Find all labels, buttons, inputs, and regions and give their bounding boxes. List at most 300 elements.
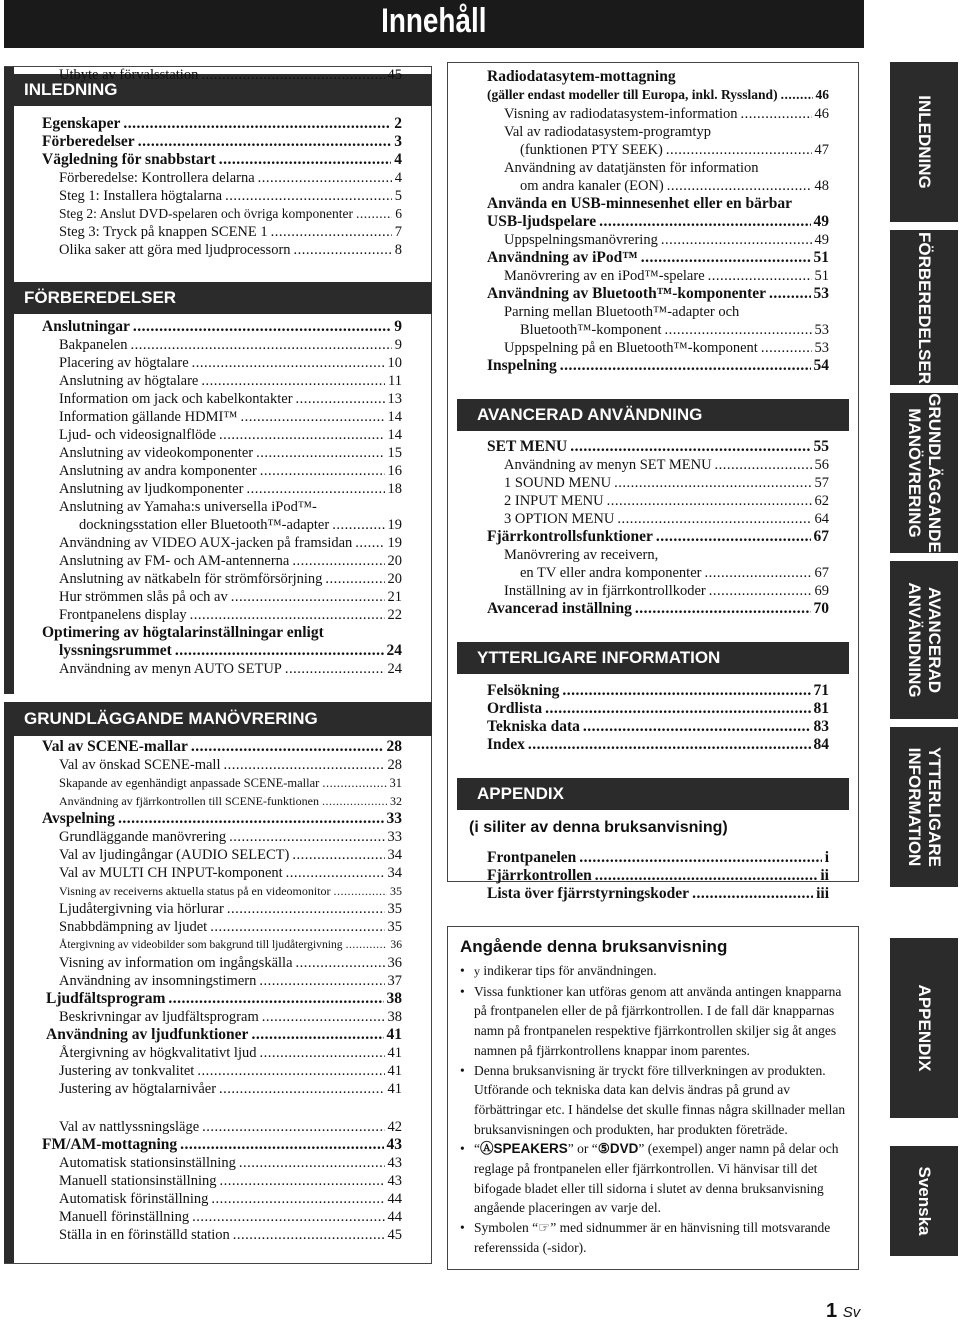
toc-entry[interactable] (59, 900, 402, 918)
toc-entry[interactable] (59, 187, 402, 205)
toc-entry-page: 15 (387, 445, 402, 461)
toc-entry[interactable] (59, 336, 402, 354)
toc-entry-label: (gäller endast modeller till Europa, inkl. Ryssland) (487, 87, 778, 102)
toc-entry-label: Användning av VIDEO AUX-jacken på framsidan (59, 535, 353, 551)
toc-leader (259, 972, 384, 990)
toc-leader (570, 438, 810, 456)
toc-entry[interactable] (59, 66, 402, 84)
toc-entry-page: 46 (815, 87, 829, 102)
toc-entry[interactable] (504, 339, 829, 357)
toc-entry-label: Anslutning av högtalare (59, 373, 199, 389)
toc-entry[interactable] (59, 774, 402, 792)
tab-ytterligare[interactable]: YTTERLIGARE INFORMATION (890, 727, 958, 887)
toc-leader (355, 534, 384, 552)
toc-entry-label: Användning av insomningstimern (59, 973, 257, 989)
toc-entry[interactable] (59, 936, 402, 954)
toc-entry[interactable] (487, 285, 829, 303)
section-ytterligare: YTTERLIGARE INFORMATION (457, 642, 849, 674)
toc-entry-label: 2 INPUT MENU (504, 493, 604, 509)
toc-entry-page: 34 (387, 865, 402, 881)
toc-leader (322, 774, 386, 792)
toc-entry-page: 62 (814, 493, 829, 509)
toc-entry[interactable] (59, 444, 402, 462)
toc-entry[interactable] (59, 606, 402, 624)
toc-leader (246, 480, 384, 498)
toc-leader (256, 444, 384, 462)
toc-entry-label: Olika saker att göra med ljudprocessorn (59, 242, 291, 258)
toc-entry-label: Egenskaper (42, 115, 121, 132)
header-bar (4, 0, 864, 48)
toc-entry-page: 36 (387, 955, 402, 971)
toc-leader (560, 357, 811, 375)
toc-entry[interactable]: Parning mellan Bluetooth™-adapter och (504, 304, 740, 320)
toc-leader (599, 213, 810, 231)
toc-leader (579, 849, 821, 867)
toc-entry-page: 43 (386, 1136, 402, 1153)
toc-entry[interactable] (59, 372, 402, 390)
toc-entry-label: Steg 1: Installera högtalarna (59, 188, 223, 204)
toc-leader (180, 1136, 383, 1154)
toc-leader (259, 1044, 384, 1062)
toc-entry[interactable] (42, 115, 402, 133)
toc-entry[interactable] (487, 736, 829, 754)
toc-leader (332, 516, 384, 534)
toc-leader (322, 792, 387, 810)
toc-entry-label: Snabbdämpning av ljudet (59, 919, 208, 935)
toc-entry-page: 31 (389, 776, 402, 790)
toc-entry-label: Användning av menyn SET MENU (504, 457, 712, 473)
toc-entry[interactable] (504, 231, 829, 249)
toc-leader (583, 718, 811, 736)
toc-entry[interactable] (59, 1172, 402, 1190)
toc-entry-page: 70 (813, 600, 829, 617)
toc-leader (219, 151, 392, 169)
toc-leader (118, 810, 384, 828)
toc-entry-page: 10 (387, 355, 402, 371)
toc-entry-page: 43 (387, 1155, 402, 1171)
toc-entry-page: 28 (386, 738, 402, 755)
toc-entry-page: 24 (386, 642, 402, 659)
toc-entry-label: USB-ljudspelare (487, 213, 597, 230)
toc-entry[interactable] (487, 718, 829, 736)
toc-entry-label: Vägledning för snabbstart (42, 151, 216, 168)
toc-entry-page: 54 (813, 357, 829, 374)
toc-leader (635, 600, 811, 618)
toc-entry[interactable]: Radiodatasytem-mottagning (487, 68, 676, 85)
toc-entry[interactable] (59, 390, 402, 408)
toc-entry-label: Anslutning av nätkabeln för strömförsörjning (59, 571, 323, 587)
about-item-tip: • y indikerar tips för användningen. (458, 961, 850, 982)
toc-leader (219, 1172, 384, 1190)
toc-leader (325, 570, 384, 588)
toc-entry[interactable] (59, 1044, 402, 1062)
toc-leader (251, 1026, 383, 1044)
toc-entry-page: 16 (387, 463, 402, 479)
toc-entry-page: 35 (387, 901, 402, 917)
toc-entry-page: 41 (387, 1045, 402, 1061)
toc-entry-page: iii (816, 885, 829, 902)
toc-entry[interactable] (59, 426, 402, 444)
toc-entry-label: Uppspelning på en Bluetooth™-komponent (504, 340, 758, 356)
toc-entry[interactable] (42, 810, 402, 828)
toc-entry-label: Val av ljudingångar (AUDIO SELECT) (59, 847, 290, 863)
toc-leader (210, 918, 384, 936)
toc-leader (761, 339, 812, 357)
toc-entry-page: 49 (813, 213, 829, 230)
toc-entry-page: 4 (394, 170, 402, 186)
toc-leader (233, 1226, 385, 1244)
toc-entry-page: 41 (387, 1063, 402, 1079)
toc-entry-page: 53 (814, 322, 829, 338)
tip-icon: y (474, 964, 480, 978)
toc-entry-page: ii (820, 867, 829, 884)
toc-leader (190, 606, 385, 624)
toc-entry-page: 81 (813, 700, 829, 717)
toc-leader (191, 738, 384, 756)
section-appendix: APPENDIX (457, 778, 849, 810)
toc-entry[interactable] (59, 1080, 402, 1098)
toc-entry[interactable] (59, 828, 402, 846)
tab-grundlaggande[interactable]: GRUNDLÄGGANDE MANÖVRERING (890, 393, 958, 553)
toc-entry[interactable] (59, 480, 402, 498)
toc-entry-label: (funktionen PTY SEEK) (520, 142, 663, 158)
toc-entry-label: Lista över fjärrstyrningskoder (487, 885, 690, 902)
toc-entry-label: Anslutning av FM- och AM-antennerna (59, 553, 290, 569)
toc-entry[interactable] (59, 223, 402, 241)
toc-entry-label: Användning av menyn AUTO SETUP (59, 661, 282, 677)
toc-leader (692, 885, 813, 903)
toc-leader (709, 582, 812, 600)
toc-entry[interactable] (46, 1026, 402, 1044)
toc-entry[interactable] (504, 492, 829, 510)
toc-leader (704, 564, 811, 582)
toc-entry[interactable]: Använda en USB-minnesenhet eller en bärbar (487, 195, 792, 212)
section-inledning: INLEDNING (4, 74, 432, 106)
toc-leader (667, 177, 812, 195)
toc-entry[interactable] (520, 564, 829, 582)
tab-svenska[interactable]: Svenska (890, 1146, 958, 1256)
toc-entry-page: 9 (394, 337, 402, 353)
toc-entry[interactable] (504, 474, 829, 492)
toc-entry-label: Val av önskad SCENE-mall (59, 757, 221, 773)
toc-leader (201, 66, 384, 84)
toc-entry-page: 24 (387, 661, 402, 677)
tab-avancerad[interactable]: AVANCERAD ANVÄNDNING (890, 561, 958, 719)
toc-entry-page: 44 (387, 1209, 402, 1225)
toc-entry-label: Manövrering av en iPod™-spelare (504, 268, 705, 284)
toc-entry-label: en TV eller andra komponenter (520, 565, 702, 581)
toc-leader (334, 882, 387, 900)
toc-entry-label: Användning av fjärrkontrollen till SCENE-funktionen (59, 794, 319, 808)
toc-entry-label: Fjärrkontrollsfunktioner (487, 528, 653, 545)
toc-entry[interactable] (59, 1190, 402, 1208)
toc-leader (219, 1080, 384, 1098)
about-title: Angående denna bruksanvisning (460, 937, 728, 956)
toc-entry[interactable] (59, 241, 402, 259)
toc-entry-page: 14 (387, 409, 402, 425)
toc-leader (231, 588, 385, 606)
toc-leader (346, 936, 388, 954)
toc-entry[interactable] (59, 846, 402, 864)
toc-entry-label: 1 SOUND MENU (504, 475, 612, 491)
toc-entry[interactable] (487, 700, 829, 718)
toc-entry[interactable] (487, 849, 829, 867)
toc-leader (130, 336, 391, 354)
toc-entry-label: Index (487, 736, 525, 753)
toc-leader (656, 528, 811, 546)
toc-leader (211, 1190, 384, 1208)
toc-entry[interactable] (59, 1208, 402, 1226)
toc-entry[interactable] (487, 867, 829, 885)
toc-entry[interactable] (59, 660, 402, 678)
toc-entry[interactable] (42, 151, 402, 169)
toc-entry-page: 20 (387, 571, 402, 587)
toc-entry[interactable] (504, 456, 829, 474)
toc-entry[interactable] (59, 169, 402, 187)
toc-entry[interactable]: Val av radiodatasystem-programtyp (504, 124, 711, 140)
toc-entry-page: 45 (387, 1227, 402, 1243)
toc-leader (123, 115, 391, 133)
toc-entry-label: Manuell stationsinställning (59, 1173, 217, 1189)
toc-entry[interactable] (59, 918, 402, 936)
toc-entry[interactable] (79, 516, 402, 534)
toc-entry[interactable] (487, 357, 829, 375)
toc-entry[interactable] (487, 600, 829, 618)
toc-entry-page: 36 (390, 938, 402, 951)
toc-entry-page: 37 (387, 973, 402, 989)
toc-entry[interactable] (59, 954, 402, 972)
toc-entry[interactable] (487, 528, 829, 546)
toc-leader (708, 267, 812, 285)
toc-entry[interactable]: Manövrering av receivern, (504, 547, 659, 563)
appendix-subtitle: (i siliter av denna bruksanvisning) (469, 819, 728, 836)
toc-entry-label: Information om jack och kabelkontakter (59, 391, 293, 407)
toc-entry[interactable] (59, 792, 402, 810)
toc-entry[interactable] (59, 588, 402, 606)
toc-leader (224, 756, 385, 774)
tab-forberedelser[interactable]: FÖRBEREDELSER (890, 230, 958, 385)
toc-entry[interactable] (504, 267, 829, 285)
toc-entry[interactable] (520, 177, 829, 195)
toc-leader (595, 867, 818, 885)
toc-entry-label: Ljudfältsprogram (46, 990, 166, 1007)
toc-entry[interactable] (59, 552, 402, 570)
toc-entry-label: Manuell förinställning (59, 1209, 190, 1225)
tab-appendix[interactable]: APPENDIX (890, 938, 958, 1118)
toc-entry[interactable] (46, 990, 402, 1008)
toc-leader (617, 510, 811, 528)
section-grundlaggande: GRUNDLÄGGANDE MANÖVRERING (4, 702, 432, 736)
toc-entry[interactable] (59, 642, 402, 660)
toc-entry-label: Steg 2: Anslut DVD-spelaren och övriga komponenter (59, 206, 353, 221)
about-list (458, 961, 850, 1258)
toc-entry[interactable] (487, 885, 829, 903)
toc-entry-page: 67 (814, 565, 829, 581)
toc-entry-page: 18 (387, 481, 402, 497)
toc-leader (562, 682, 810, 700)
toc-entry-page: 13 (387, 391, 402, 407)
toc-entry[interactable] (59, 756, 402, 774)
toc-leader (192, 354, 385, 372)
toc-entry-page: 47 (814, 142, 829, 158)
toc-entry-label: Fjärrkontrollen (487, 867, 592, 884)
toc-entry-label: Återgivning av högkvalitativt ljud (59, 1045, 257, 1061)
toc-entry-page: 46 (814, 106, 829, 122)
toc-leader (741, 105, 812, 123)
toc-entry-page: 49 (814, 232, 829, 248)
toc-entry[interactable] (59, 1226, 402, 1244)
toc-leader (296, 954, 385, 972)
toc-entry-label: Uppspelningsmanövrering (504, 232, 658, 248)
toc-entry-page: 69 (814, 583, 829, 599)
toc-leader (227, 900, 385, 918)
toc-entry-page: 8 (394, 242, 402, 258)
toc-entry-label: Justering av högtalarnivåer (59, 1081, 217, 1097)
dvd-symbol-icon: ⑤ (597, 1141, 610, 1157)
toc-entry-label: Återgivning av videobilder som bakgrund till ljudåtergivning (59, 938, 343, 951)
toc-entry-page: 34 (387, 847, 402, 863)
toc-entry-label: Ljudåtergivning via hörlurar (59, 901, 224, 917)
toc-leader (664, 321, 811, 339)
toc-entry[interactable] (59, 1118, 402, 1136)
toc-entry-label: Skapande av egenhändigt anpassade SCENE-mallar (59, 776, 320, 790)
toc-entry[interactable] (59, 462, 402, 480)
toc-leader (296, 390, 385, 408)
toc-leader (356, 205, 392, 223)
toc-entry[interactable] (59, 205, 402, 223)
toc-entry-page: 83 (813, 718, 829, 735)
toc-leader (258, 169, 392, 187)
toc-leader (661, 231, 812, 249)
toc-leader (715, 456, 812, 474)
toc-entry-label: Val av MULTI CH INPUT-komponent (59, 865, 283, 881)
toc-entry-label: Steg 3: Tryck på knappen SCENE 1 (59, 224, 268, 240)
toc-leader (219, 426, 384, 444)
toc-entry-page: 7 (394, 224, 402, 240)
toc-entry[interactable] (59, 570, 402, 588)
toc-entry-label: Frontpanelens display (59, 607, 187, 623)
toc-entry-label: Val av nattlyssningsläge (59, 1119, 200, 1135)
tab-inledning[interactable]: INLEDNING (890, 62, 958, 222)
toc-entry-page: 51 (813, 249, 829, 266)
toc-leader (271, 223, 392, 241)
toc-leader (133, 318, 391, 336)
section-forberedelser: FÖRBEREDELSER (4, 282, 432, 314)
toc-entry-label: Avancerad inställning (487, 600, 632, 617)
toc-entry[interactable] (487, 213, 829, 231)
toc-entry-page: 41 (387, 1081, 402, 1097)
toc-entry[interactable] (42, 133, 402, 151)
toc-entry-label: Grundläggande manövrering (59, 829, 227, 845)
toc-entry[interactable]: Användning av datatjänsten för information (504, 160, 759, 176)
toc-leader (285, 660, 385, 678)
toc-entry[interactable] (520, 141, 829, 159)
toc-entry[interactable] (59, 882, 402, 900)
toc-entry-page: 38 (386, 990, 402, 1007)
toc-entry-page: 53 (814, 340, 829, 356)
toc-entry[interactable] (487, 249, 829, 267)
toc-entry-label: Användning av iPod™ (487, 249, 638, 266)
about-item-printing: • Denna bruksanvisning är tryckt före tillverkningen av produkten. Utförande och tekniska data kan delvis ändras på grund av förbättringar etc. I händelse det skulle finnas några skillnader mellan bruksanvisningen och produkten, har produkten företräde. (458, 1061, 850, 1140)
toc-leader (202, 1118, 384, 1136)
toc-entry-page: 51 (814, 268, 829, 284)
toc-entry[interactable]: Anslutning av Yamaha:s universella iPod™- (59, 499, 317, 515)
toc-entry-page: 42 (387, 1119, 402, 1135)
toc-leader (781, 86, 813, 104)
toc-leader (641, 249, 811, 267)
toc-entry-label: 3 OPTION MENU (504, 511, 615, 527)
toc-entry-label: Förberedelser (42, 133, 135, 150)
toc-entry[interactable] (504, 510, 829, 528)
toc-leader (607, 492, 812, 510)
toc-entry[interactable] (42, 318, 402, 336)
toc-entry[interactable] (59, 1008, 402, 1026)
toc-entry-label: Val av SCENE-mallar (42, 738, 188, 755)
toc-entry[interactable]: Optimering av högtalarinställningar enligt (42, 624, 324, 641)
toc-entry[interactable] (59, 1062, 402, 1080)
toc-entry-page: 19 (387, 517, 402, 533)
toc-leader (294, 241, 392, 259)
toc-entry-page: 32 (390, 794, 402, 808)
toc-entry-label: Beskrivningar av ljudfältsprogram (59, 1009, 259, 1025)
toc-leader (292, 846, 384, 864)
toc-entry-page: 19 (387, 535, 402, 551)
toc-entry-page: 33 (386, 810, 402, 827)
toc-entry-label: SET MENU (487, 438, 568, 455)
toc-entry[interactable] (59, 354, 402, 372)
toc-entry[interactable] (59, 534, 402, 552)
toc-entry-label: om andra kanaler (EON) (520, 178, 664, 194)
toc-entry-page: 43 (387, 1173, 402, 1189)
page-number: 1 Sv (826, 1300, 861, 1322)
toc-leader (262, 1008, 385, 1026)
toc-entry[interactable] (487, 86, 829, 104)
toc-entry-label: Anslutning av andra komponenter (59, 463, 257, 479)
toc-entry-label: lyssningsrummet (59, 642, 172, 659)
toc-entry[interactable] (59, 1154, 402, 1172)
about-item-buttons: • Vissa funktioner kan utföras genom att använda antingen knapparna på frontpanelen eller de på fjärrkontrollen. I de fall där knapparnas namn på frontpanelen respektive fjärrkontrollen skiljer sig åt anges namnen på fjärrkontrollens knappar inom parentes. (458, 982, 850, 1061)
toc-entry-page: i (824, 849, 829, 866)
toc-entry-label: Visning av receiverns aktuella status på en videomonitor (59, 884, 331, 898)
toc-entry[interactable] (504, 105, 829, 123)
toc-entry[interactable] (487, 438, 829, 456)
speakers-symbol-icon: Ⓐ (480, 1141, 494, 1157)
toc-entry[interactable] (520, 321, 829, 339)
toc-entry-label: Förberedelse: Kontrollera delarna (59, 170, 255, 186)
toc-entry-label: Ställa in en förinställd station (59, 1227, 230, 1243)
toc-entry-label: Justering av tonkvalitet (59, 1063, 195, 1079)
toc-leader (528, 736, 811, 754)
toc-entry[interactable] (42, 738, 402, 756)
toc-leader (168, 990, 383, 1008)
toc-entry[interactable] (42, 1136, 402, 1154)
toc-entry[interactable] (487, 682, 829, 700)
toc-leader (769, 285, 810, 303)
toc-leader (175, 642, 384, 660)
toc-entry[interactable] (59, 972, 402, 990)
toc-entry-page: 45 (387, 67, 402, 83)
toc-entry[interactable] (59, 864, 402, 882)
about-item-symbol: • Symbolen “☞” med sidnummer är en hänvisning till motsvarande referenssida (-sidor). (458, 1218, 850, 1257)
toc-entry[interactable] (504, 582, 829, 600)
toc-entry-label: Visning av information om ingångskälla (59, 955, 293, 971)
toc-leader (229, 828, 384, 846)
toc-entry[interactable] (59, 408, 402, 426)
toc-entry-page: 71 (813, 682, 829, 699)
toc-entry-label: Användning av Bluetooth™-komponenter (487, 285, 767, 302)
toc-entry-label: Ordlista (487, 700, 543, 717)
toc-entry-label: Inspelning (487, 357, 557, 374)
